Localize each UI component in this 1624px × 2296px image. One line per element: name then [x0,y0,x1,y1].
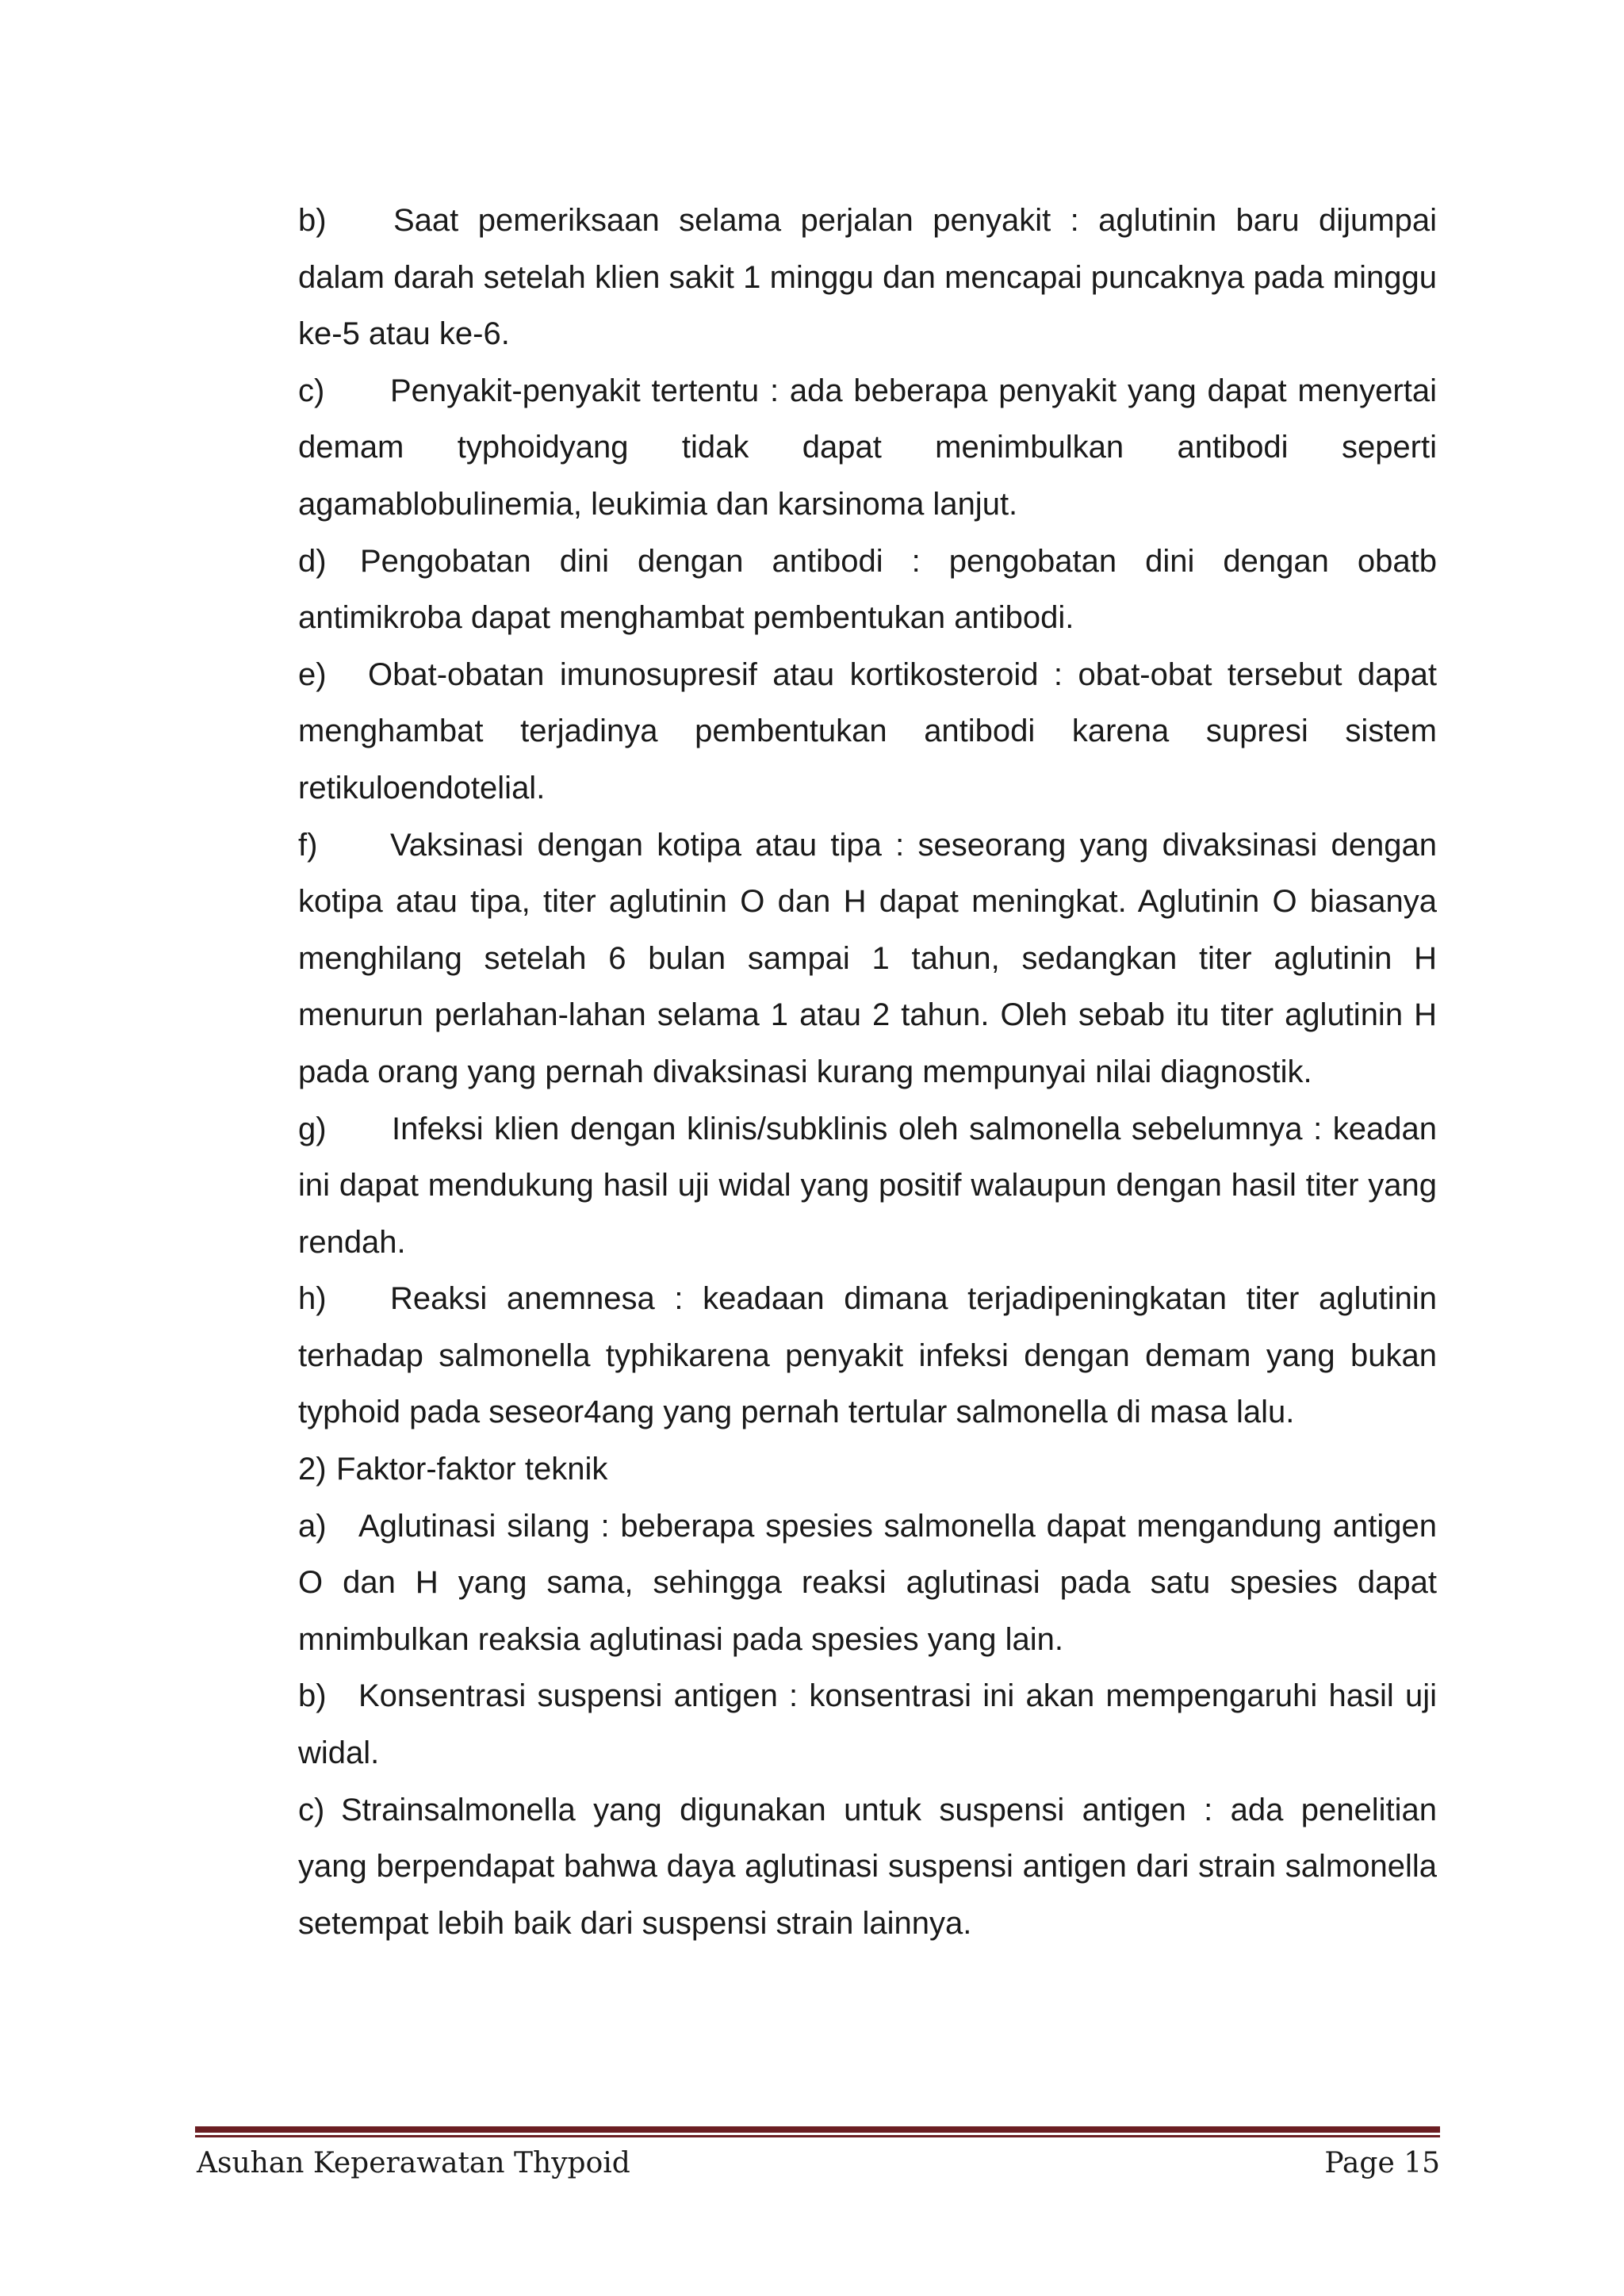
paragraph-c-strain [298,1782,1437,1953]
footer-rule-thick [195,2126,1440,2133]
paragraph-b-konsentrasi [298,1668,1437,1781]
item-text: Faktor-faktor teknik [336,1452,608,1487]
item-text: Aglutinasi silang : beberapa spesies salmonella dapat mengandung antigen O dan H yang sama, sehingga reaksi aglutinasi pada satu spesies dapat mnimbulkan reaksia aglutinasi pada spesies yang lain. [298,1508,1437,1657]
paragraph-c-penyakit [298,363,1437,534]
paragraph-g-infeksi [298,1101,1437,1272]
item-label: 2) [298,1452,327,1487]
item-label: c) [298,1792,325,1827]
paragraph-d-pengobatan [298,534,1437,647]
item-text: Konsentrasi suspensi antigen : konsentrasi ini akan mempengaruhi hasil uji widal. [298,1678,1437,1771]
paragraph-b-pemeriksaan [298,193,1437,363]
item-label: c) [298,373,325,408]
item-text: Penyakit-penyakit tertentu : ada beberapa penyakit yang dapat menyertai demam typhoidyang tidak dapat menimbulkan antibodi seperti agamablobulinemia, leukimia dan karsinoma lanjut. [298,373,1437,522]
paragraph-e-obat [298,647,1437,817]
item-label: g) [298,1111,327,1146]
item-text: Pengobatan dini dengan antibodi : pengobatan dini dengan obatb antimikroba dapat menghambat pembentukan antibodi. [298,543,1437,636]
footer-page-number: Page 15 [1324,2147,1440,2179]
item-label: e) [298,656,327,692]
item-text: Saat pemeriksaan selama perjalan penyakit : aglutinin baru dijumpai dalam darah setelah klien sakit 1 minggu dan mencapai puncaknya pada minggu ke-5 atau ke-6. [298,203,1437,352]
item-label: f) [298,827,318,863]
item-text: Obat-obatan imunosupresif atau kortikosteroid : obat-obat tersebut dapat menghambat terjadinya pembentukan antibodi karena supresi sistem retikuloendotelial. [298,656,1437,806]
item-label: b) [298,203,327,238]
item-label: b) [298,1678,327,1714]
item-text: Reaksi anemnesa : keadaan dimana terjadipeningkatan titer aglutinin terhadap salmonella typhikarena penyakit infeksi dengan demam yang bukan typhoid pada seseor4ang yang pernah tertular salmonella di masa lalu. [298,1281,1437,1430]
footer-rule-thin [195,2135,1440,2137]
footer-rule [195,2126,1440,2137]
page-body [298,193,1437,1952]
paragraph-a-aglutinasi-silang [298,1498,1437,1669]
item-text: Infeksi klien dengan klinis/subklinis oleh salmonella sebelumnya : keadan ini dapat mendukung hasil uji widal yang positif walaupun dengan hasil titer yang rendah. [298,1111,1437,1260]
item-label: a) [298,1508,327,1544]
item-text: Strainsalmonella yang digunakan untuk suspensi antigen : ada penelitian yang berpendapat bahwa daya aglutinasi suspensi antigen dari strain salmonella setempat lebih baik dari suspensi strain lainnya. [298,1792,1437,1941]
paragraph-f-vaksinasi [298,817,1437,1101]
section-heading-faktor-teknik [298,1441,1437,1498]
item-text: Vaksinasi dengan kotipa atau tipa : seseorang yang divaksinasi dengan kotipa atau tipa, titer aglutinin O dan H dapat meningkat. Aglutinin O biasanya menghilang setelah 6 bulan sampai 1 tahun, sedangkan titer aglutinin H menurun perlahan-lahan selama 1 atau 2 tahun. Oleh sebab itu titer aglutinin H pada orang yang pernah divaksinasi kurang mempunyai nilai diagnostik. [298,827,1437,1089]
item-label: h) [298,1281,327,1317]
footer-title: Asuhan Keperawatan Thypoid [197,2147,630,2179]
paragraph-h-reaksi [298,1271,1437,1441]
item-label: d) [298,543,327,579]
